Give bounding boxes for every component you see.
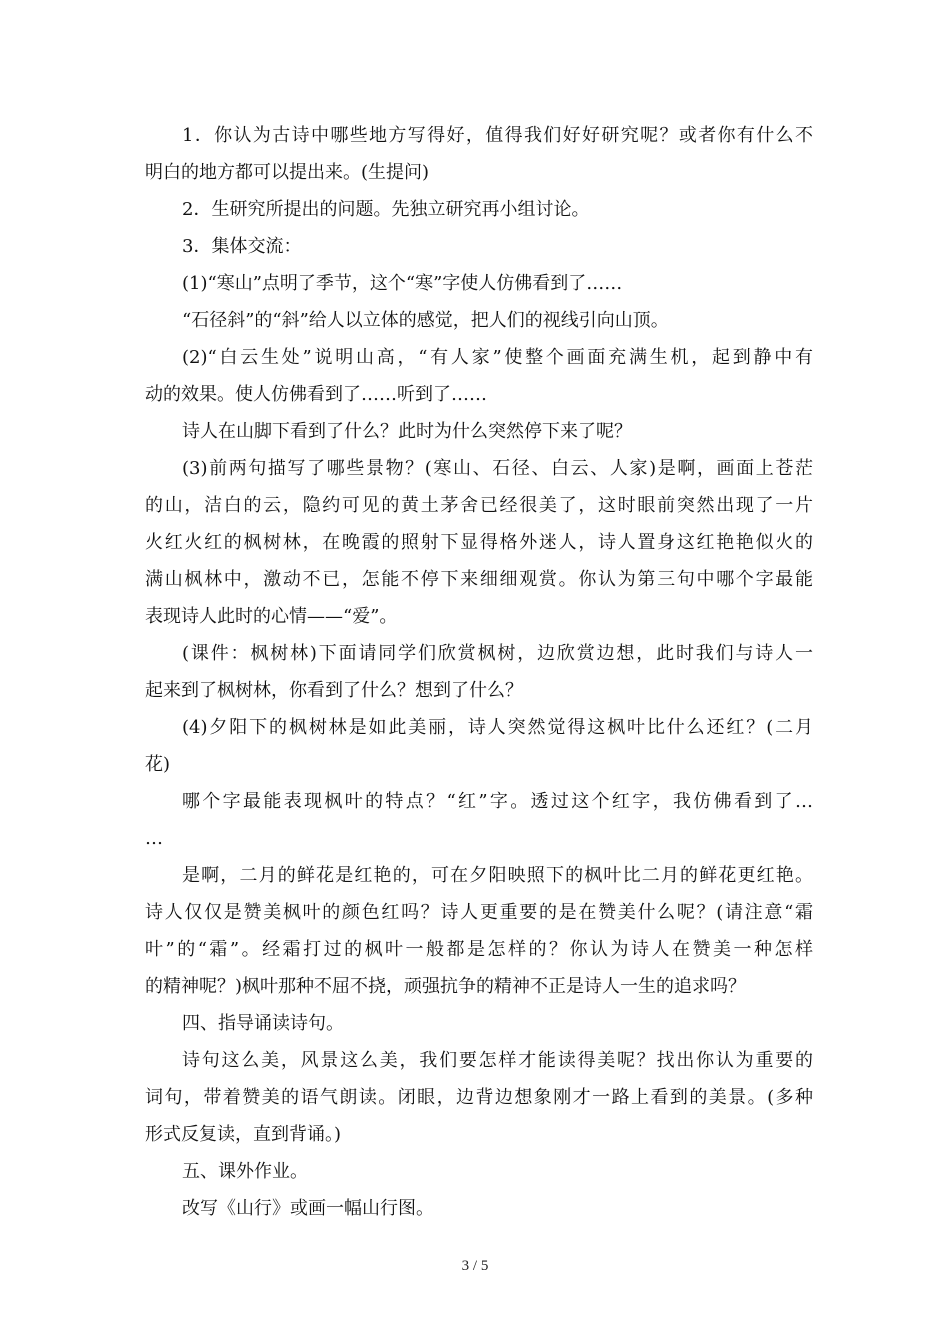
text-line: (课件：枫树林)下面请同学们欣赏枫树，边欣赏边想，此时我们与诗人一 [182,643,813,664]
page-number: 3 / 5 [461,1258,489,1274]
text-line: 动的效果。使人仿佛看到了……听到了…… [145,384,487,405]
text-line: 1．你认为古诗中哪些地方写得好，值得我们好好研究呢？或者你有什么不 [182,125,813,146]
text-line: 改写《山行》或画一幅山行图。 [182,1198,434,1219]
text-line: 诗句这么美，风景这么美，我们要怎样才能读得美呢？找出你认为重要的 [182,1050,813,1071]
text-line: 的山，洁白的云，隐约可见的黄土茅舍已经很美了，这时眼前突然出现了一片 [145,495,813,516]
text-line: 的精神呢？)枫叶那种不屈不挠，顽强抗争的精神不正是诗人一生的追求吗？ [145,976,747,997]
text-line: (1)“寒山”点明了季节，这个“寒”字使人仿佛看到了…… [182,273,623,294]
section-heading: 四、指导诵读诗句。 [182,1013,344,1034]
text-line: 满山枫林中，激动不已，怎能不停下来细细观赏。你认为第三句中哪个字最能 [145,569,813,590]
text-line: (3)前两句描写了哪些景物？(寒山、石径、白云、人家)是啊，画面上苍茫 [182,458,813,479]
text-line: 形式反复读，直到背诵。) [145,1124,342,1145]
text-line: 2．生研究所提出的问题。先独立研究再小组讨论。 [182,199,590,220]
text-line: (4)夕阳下的枫树林是如此美丽，诗人突然觉得这枫叶比什么还红？(二月 [182,717,813,738]
text-line: … [145,828,163,849]
text-line: 诗人在山脚下看到了什么？此时为什么突然停下来了呢？ [182,421,632,442]
text-line: 叶”的“霜”。经霜打过的枫叶一般都是怎样的？你认为诗人在赞美一种怎样 [145,939,813,960]
text-line: “石径斜”的“斜”给人以立体的感觉，把人们的视线引向山顶。 [182,310,669,331]
text-line: 火红火红的枫树林，在晚霞的照射下显得格外迷人，诗人置身这红艳艳似火的 [145,532,813,553]
text-line: (2)“白云生处”说明山高，“有人家”使整个画面充满生机，起到静中有 [182,347,813,368]
text-line: 花) [145,754,171,775]
section-heading: 五、课外作业。 [182,1161,308,1182]
document-body [145,117,813,1227]
text-line: 是啊，二月的鲜花是红艳的，可在夕阳映照下的枫叶比二月的鲜花更红艳。 [182,865,813,886]
text-line: 表现诗人此时的心情——“爱”。 [145,606,398,627]
text-line: 哪个字最能表现枫叶的特点？“红”字。透过这个红字，我仿佛看到了… [182,791,813,812]
text-line: 起来到了枫树林，你看到了什么？想到了什么？ [145,680,523,701]
text-line: 明白的地方都可以提出来。(生提问) [145,162,430,183]
text-line: 3．集体交流： [182,236,302,257]
text-line: 诗人仅仅是赞美枫叶的颜色红吗？诗人更重要的是在赞美什么呢？(请注意“霜 [145,902,813,923]
text-line: 词句，带着赞美的语气朗读。闭眼，边背边想象刚才一路上看到的美景。(多种 [145,1087,813,1108]
